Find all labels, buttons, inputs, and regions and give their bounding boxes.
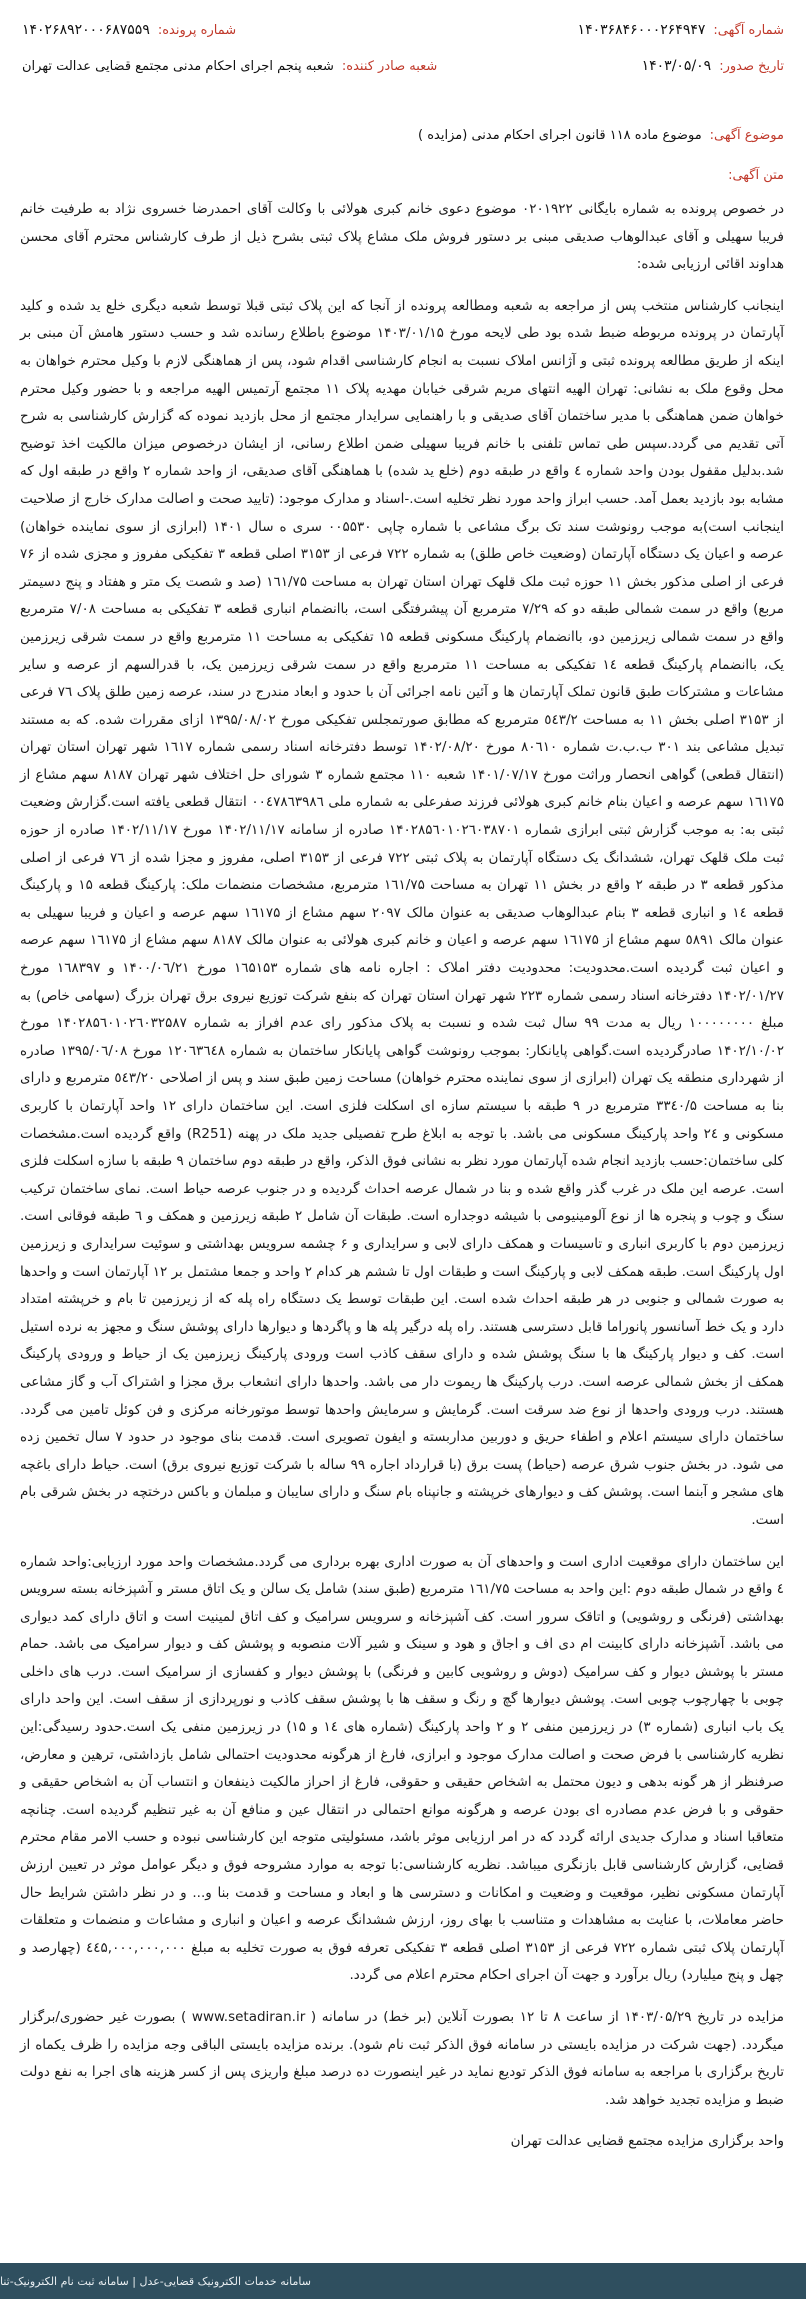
paragraph-signature: واحد برگزاری مزایده مجتمع قضایی عدالت تهران xyxy=(510,2133,784,2150)
footer-links[interactable]: سامانه خدمات الکترونیک قضایی-عدل | سامانه ثبت نام الکترونیک-ثنا xyxy=(0,2274,311,2288)
ad-body xyxy=(20,196,784,2170)
issue-date-label: تاریخ صدور: xyxy=(719,59,784,74)
issuing-branch-field xyxy=(22,59,437,74)
header-row-2 xyxy=(22,58,784,94)
footer-bar xyxy=(0,2263,806,2299)
issue-date-field xyxy=(642,58,784,74)
subject-field xyxy=(22,128,784,143)
ad-number-field xyxy=(578,22,784,38)
case-number-label: شماره پرونده: xyxy=(157,23,237,38)
ad-number: ۱۴۰۳۶۸۴۶۰۰۰۲۶۴۹۴۷ xyxy=(577,22,706,38)
paragraph-intro: در خصوص پرونده به شماره بایگانی ۰۲۰۱۹۲۲ موضوع دعوی خانم کبری هولائی با وکالت آقای احمدرضا خسروی نژاد به طرفیت خانم فریبا سهیلی و آقای عبدالوهاب صدیقی مبنی بر دستور فروش ملک مشاع پلاک ثبتی بشرح ذیل از طرف کارشناس محترم آقای محسن هداوند اقائی ارزیابی شده: xyxy=(20,201,785,273)
subject: موضوع ماده ۱۱۸ قانون اجرای احکام مدنی (مزایده ) xyxy=(418,128,702,143)
case-number-field xyxy=(22,22,236,38)
ad-text-label: متن آگهی: xyxy=(728,168,784,183)
issuing-branch-label: شعبه صادر کننده: xyxy=(341,59,438,74)
issue-date: ۱۴۰۳/۰۵/۰۹ xyxy=(641,58,712,74)
ad-header xyxy=(22,22,784,94)
issuing-branch: شعبه پنجم اجرای احکام مدنی مجتمع قضایی عدالت تهران xyxy=(22,59,334,74)
case-number: ۱۴۰۲۶۸۹۲۰۰۰۶۸۷۵۵۹ xyxy=(22,22,150,38)
header-row-1 xyxy=(22,22,784,58)
subject-label: موضوع آگهی: xyxy=(709,128,784,143)
paragraph-auction-terms: مزایده در تاریخ ۱۴۰۳/۰۵/۲۹ از ساعت ۸ تا ۱۲ بصورت آنلاین (بر خط) در سامانه ( www.setadiran.ir ) بصورت غیر حضوری/برگزار میگردد. (جهت شرکت در مزایده بایستی در سامانه فوق الذکر ثبت نام شود). برنده مزایده بایستی الباقی وجه مزایده را ظرف یکماه از تاریخ برگزاری با مراجعه به سامانه فوق الذکر تودیع نماید در غیر اینصورت ده درصد مبلغ واریزی پس از کسر هزینه های اجرا به نفع دولت ضبط و مزایده تجدید خواهد شد. xyxy=(20,2009,784,2108)
paragraph-unit-valuation: این ساختمان دارای موقعیت اداری است و واحدهای آن به صورت اداری بهره برداری می گردد.مشخصات واحد مورد ارزیابی:واحد شماره ٤ واقع در شمال طبقه دوم :این واحد به مساحت ۱٦۱/۷۵ مترمربع (طبق سند) شامل یک سالن و یک اتاق مستر و آشپزخانه بسته سرویس بهداشتی (فرنگی و روشویی) و اتاقک سرور است. کف آشپزخانه و سرویس سرامیک و کف اتاق لمینیت است و اتاق دارای کمد دیواری می باشد. آشپزخانه دارای کابینت ام دی اف و اجاق و هود و سینک و شیر آلات منصوبه و پوشش کف و دیوار سرامیک می باشد. حمام مستر با پوشش دیوار و کف سرامیک (دوش و روشویی کابین و فرنگی) با پوشش دیوار و کفسازی از سرامیک است. درب های داخلی چوبی با چهارچوب چوبی است. پوشش دیوارها گچ و رنگ و سقف ها با پوشش سقف کاذب و نورپردازی از سقف است. این واحد دارای یک باب انباری (شماره ۳) در زیرزمین منفی ۲ و ۲ واحد پارکینگ (شماره های ۱٤ و ۱۵) در زیرزمین منفی یک است.حدود رسیدگی:این نظریه کارشناسی با فرض صحت و اصالت مدارک موجود و ابرازی، فارغ از هرگونه محدودیت احتمالی شامل بازداشتی، ترهین و معارض، صرفنظر از هر گونه بدهی و دیون محتمل به اشخاص حقیقی و حقوقی، فارغ از احراز مالکیت ذینفعان و انتساب آن به اشخاص حقیقی و حقوقی و با فرض عدم مصادره ای بودن عرصه و هرگونه موانع احتمالی در انتقال عین و منافع آن به غیر تنظیم گردیده است. چنانچه متعاقبا اسناد و مدارک جدیدی ارائه گردد که در امر ارزیابی موثر باشد، مسئولیتی متوجه این کارشناسی نبوده و حسب الامر مقام محترم قضایی، گزارش کارشناسی قابل بازنگری میباشد. نظریه کارشناسی:با توجه به موارد مشروحه فوق و دیگر عوامل موثر در تعیین ارزش آپارتمان مسکونی نظیر، موقعیت و وضعیت و امکانات و دسترسی ها و ابعاد و مساحت و قدمت بنا و... و در نظر داشتن شرایط حال حاضر معاملات، با عنایت به مشاهدات و متناسب با بهای روز، ارزش ششدانگ عرصه و اعیان و انباری و مشاعات و منضمات و متعلقات آپارتمان پلاک ثبتی شماره ۷۲۲ فرعی از ۳۱۵۳ اصلی قطعه ۳ تفکیکی تعرفه فوق به صورت تخلیه به مبلغ ٤٤۵,۰۰۰,۰۰۰,۰۰۰ (چهارصد و چهل و پنج میلیارد) ریال برآورد و جهت آن اجرای احکام محترم اعلام می گردد. xyxy=(20,1553,784,1984)
paragraph-expert-report: اینجانب کارشناس منتخب پس از مراجعه به شعبه ومطالعه پرونده از آنجا که این پلاک ثبتی قبلا توسط شعبه دیگری خلع ید شده و کلید آپارتمان در پرونده مربوطه ضبط شده بود طی لایحه مورخ ۱۴۰۳/۰۱/۱۵ موضوع باطلاع رسانده شد و حسب دستور هامش آن مبنی بر اینکه از طریق مطالعه پرونده ثبتی و آژانس املاک نسبت به انجام کارشناسی اقدام شود، پس از هماهنگی لازم با وکیل محترم خواهان به محل وقوع ملک به نشانی: تهران الهیه انتهای مریم شرقی خیابان مهدیه پلاک ۱۱ مجتمع آرتمیس الهیه مراجعه و با حضور وکیل محترم خواهان ضمن هماهنگی با مدیر ساختمان آقای صدیقی و با راهنمایی سرایدار مجتمع از محل بازدید نموده که گزارش کارشناسی به شرح آتی تقدیم می گردد.سپس طی تماس تلفنی با خانم فریبا سهیلی ضمن اطلاع رسانی، از ایشان درخصوص میزان مالکیت اخذ توضیح شد.بدلیل مقفول بودن واحد شماره ٤ واقع در طبقه دوم (خلع ید شده) با هماهنگی آقای صدیقی، از واحد شماره ۲ واقع در طبقه اول که مشابه بود بازدید بعمل آمد. حسب ابراز واحد مورد نظر تخلیه است.-اسناد و مدارک موجود: (تایید صحت و اصالت مدارک خارج از صلاحیت اینجانب است)به موجب رونوشت سند تک برگ مشاعی با شماره چاپی ۰۰۵۵۳۰ سری ه سال ۱۴۰۱ (ابرازی از سوی نماینده خواهان) عرصه و اعیان یک دستگاه آپارتمان (وضعیت خاص طلق) به شماره ۷۲۲ فرعی از ۳۱۵۳ اصلی قطعه ۳ تفکیکی مفروز و مجزی شده از ۷۶ فرعی از اصلی مذکور بخش ۱۱ حوزه ثبت ملک قلهک تهران استان تهران به مساحت ۱٦۱/۷۵ (صد و شصت یک متر و هفتاد و پنج دسیمتر مربع) واقع در سمت شمالی طبقه دو که ۷/۲۹ مترمربع آن پیشرفتگی است، باانضمام انباری قطعه ۳ تفکیکی به مساحت ۷/۰۸ مترمربع واقع در سمت شمالی زیرزمین دو، باانضمام پارکینگ مسکونی قطعه ۱۵ تفکیکی به مساحت ۱۱ مترمربع واقع در سمت شرقی زیرزمین یک، باانضمام پارکینگ قطعه ۱٤ تفکیکی به مساحت ۱۱ مترمربع واقع در سمت شرقی زیرزمین یک، با قدرالسهم از عرصه و سایر مشاعات و مشترکات طبق قانون تملک آپارتمان ها و آئین نامه اجرائی آن با حدود و ابعاد مندرج در سند، عرصه زمین طلق پلاک ۷٦ فرعی از ۳۱۵۳ اصلی بخش ۱۱ به مساحت ٥٤۳/۲ مترمربع که مطابق صورتمجلس تفکیکی مورخ ۱۳۹۵/۰۸/۰۲ ازای مقررات شده. که به مستند تبدیل مشاعی بند ۳۰۱ ب.ب.ت شماره ۸۰٦۱۰ مورخ ۱۴۰۲/۰۸/۲۰ توسط دفترخانه اسناد رسمی شماره ۱٦۱۷ شهر تهران استان تهران (انتقال قطعی) گواهی انحصار وراثت مورخ ۱۴۰۱/۰۷/۱۷ شعبه ۱۱۰ مجتمع شماره ۳ شورای حل اختلاف شهر تهران ۸۱۸۷ سهم مشاع از ۱٦۱۷۵ سهم عرصه و اعیان بنام خانم کبری هولائی فرزند صفرعلی به شماره ملی ۰۰٤۷۸٦۳۹۸٦ انتقال قطعی یافته است.گزارش وضعیت ثبتی به: به موجب گزارش ثبتی ابرازی شماره ۱۴۰۲۸۵٦۰۱۰۲٦۰۳۸۷۰۱ صادره از سامانه ۱۴۰۲/۱۱/۱۷ مورخ ۱۴۰۲/۱۱/۱۷ صادره از حوزه ثبت ملک قلهک تهران، ششدانگ یک دستگاه آپارتمان به پلاک ثبتی ۷۲۲ فرعی از ۳۱۵۳ اصلی، مفروز و مجزا شده از ۷٦ فرعی از اصلی مذکور قطعه ۳ در طبقه ۲ واقع در بخش ۱۱ تهران به مساحت ۱٦۱/۷۵ مترمربع، مشخصات منضمات ملک: پارکینگ قطعه ۱۵ و پارکینگ قطعه ۱٤ و انباری قطعه ۳ بنام عبدالوهاب صدیقی به عنوان مالک ۲۰۹۷ سهم مشاع از ۱٦۱۷۵ سهم عرصه و اعیان و فریبا سهیلی به عنوان مالک ٥۸۹۱ سهم مشاع از ۱٦۱۷۵ سهم عرصه و اعیان و خانم کبری هولائی به عنوان مالک ۸۱۸۷ سهم مشاع از ۱٦۱۷۵ سهم عرصه و اعیان ثبت گردیده است.محدودیت: محدودیت دفتر املاک : اجاره نامه های شماره ۱٦۵۱۵۳ مورخ ۱۴۰۰/۰٦/۲۱ و ۱٦۸۳۹۷ مورخ ۱۴۰۲/۰۱/۲۷ دفترخانه اسناد رسمی شماره ۲۲۳ شهر تهران استان تهران که بنفع شرکت توزیع نیروی برق تهران بزرگ (سهامی خاص) به مبلغ ۱۰۰۰۰۰۰۰۰ ریال به مدت ۹۹ سال ثبت شده و نسبت به پلاک مذکور رای عدم افراز به شماره ۱۴۰۲۸۵٦۰۱۰۲٦۰۳۲۵۸۷ مورخ ۱۴۰۲/۱۰/۰۲ صادرگردیده است.گواهی پایانکار: بموجب رونوشت گواهی پایانکار ساختمان به شماره ۱۲۰٦۳٦٤۸ مورخ ۱۳۹۵/۰٦/۰۸ صادره از شهرداری منطقه یک تهران (ابرازی از سوی نماینده محترم خواهان) مساحت زمین طبق سند و پس از اصلاحی ٥٤۳/۲۰ مترمربع و دارای بنا به مساحت ۳۳٤۰/۵ مترمربع در ۹ طبقه با سیستم سازه ای اسکلت فلزی است. این ساختمان دارای ۱۲ واحد آپارتمان با کاربری مسکونی و ۲٤ واحد پارکینگ مسکونی می باشد. با توجه به ابلاغ طرح تفصیلی جدید ملک در پهنه (R251) واقع گردیده است.مشخصات کلی ساختمان:حسب بازدید انجام شده آپارتمان مورد نظر به نشانی فوق الذکر، واقع در طبقه دوم ساختمان ۹ طبقه با سازه اسکلت فلزی است. عرصه این ملک در غرب گذر واقع شده و بنا در شمال عرصه احداث گردیده و در جنوب عرصه حیاط است. نمای ساختمان ترکیب سنگ و چوب و پنجره ها از نوع آلومینیومی با شیشه دوجداره است. طبقات آن شامل ۲ طبقه زیرزمین و همکف و ٦ طبقه فوقانی است. زیرزمین دوم با کاربری انباری و تاسیسات و همکف دارای لابی و سرایداری و ۶ چشمه سرویس بهداشتی و سوئیت سرایداری و زیرزمین اول پارکینگ است. طبقه همکف لابی و پارکینگ است و طبقات اول تا ششم هر کدام ۲ واحد و جمعا مشتمل بر ۱۲ آپارتمان است و واحدها به صورت شمالی و جنوبی در هر طبقه احداث شده است. این طبقات توسط یک دستگاه راه پله که از زیرزمین تا بام و خرپشته امتداد دارد و یک خط آسانسور پانوراما قابل دسترسی هستند. راه پله درگیر پله ها و پاگردها و دیوارها دارای پوشش سنگ و مجهز به نرده استیل است. کف و دیوار پارکینگ ها با سنگ پوشش شده و دارای سقف کاذب است ورودی پارکینگ زیرزمین یک از حیاط و ورودی پارکینگ همکف از بخش شمالی عرصه است. درب پارکینگ ها ریموت دار می باشد. واحدها دارای انشعاب برق مجزا و اشتراک آب و گاز مشاعی هستند. درب ورودی واحدها از نوع ضد سرقت است. گرمایش و سرمایش واحدها توسط موتورخانه مرکزی و فن کوئل تامین می گردد. ساختمان دارای سیستم اعلام و اطفاء حریق و دوربین مداربسته و ایفون تصویری است. قدمت بنای موجود در حدود ۷ سال تخمین زده می شود. در بخش جنوب شرق عرصه (حیاط) پست برق (با قرارداد اجاره ۹۹ ساله با شرکت توزیع نیروی برق) است. حیاط دارای باغچه های مشجر و آبنما است. پوشش کف و دیوارهای خرپشته و جانپناه بام سنگ و دارای سایبان و مبلمان و باکس درختچه در بخش شرقی بام است. xyxy=(20,297,785,1528)
ad-number-label: شماره آگهی: xyxy=(713,23,784,38)
